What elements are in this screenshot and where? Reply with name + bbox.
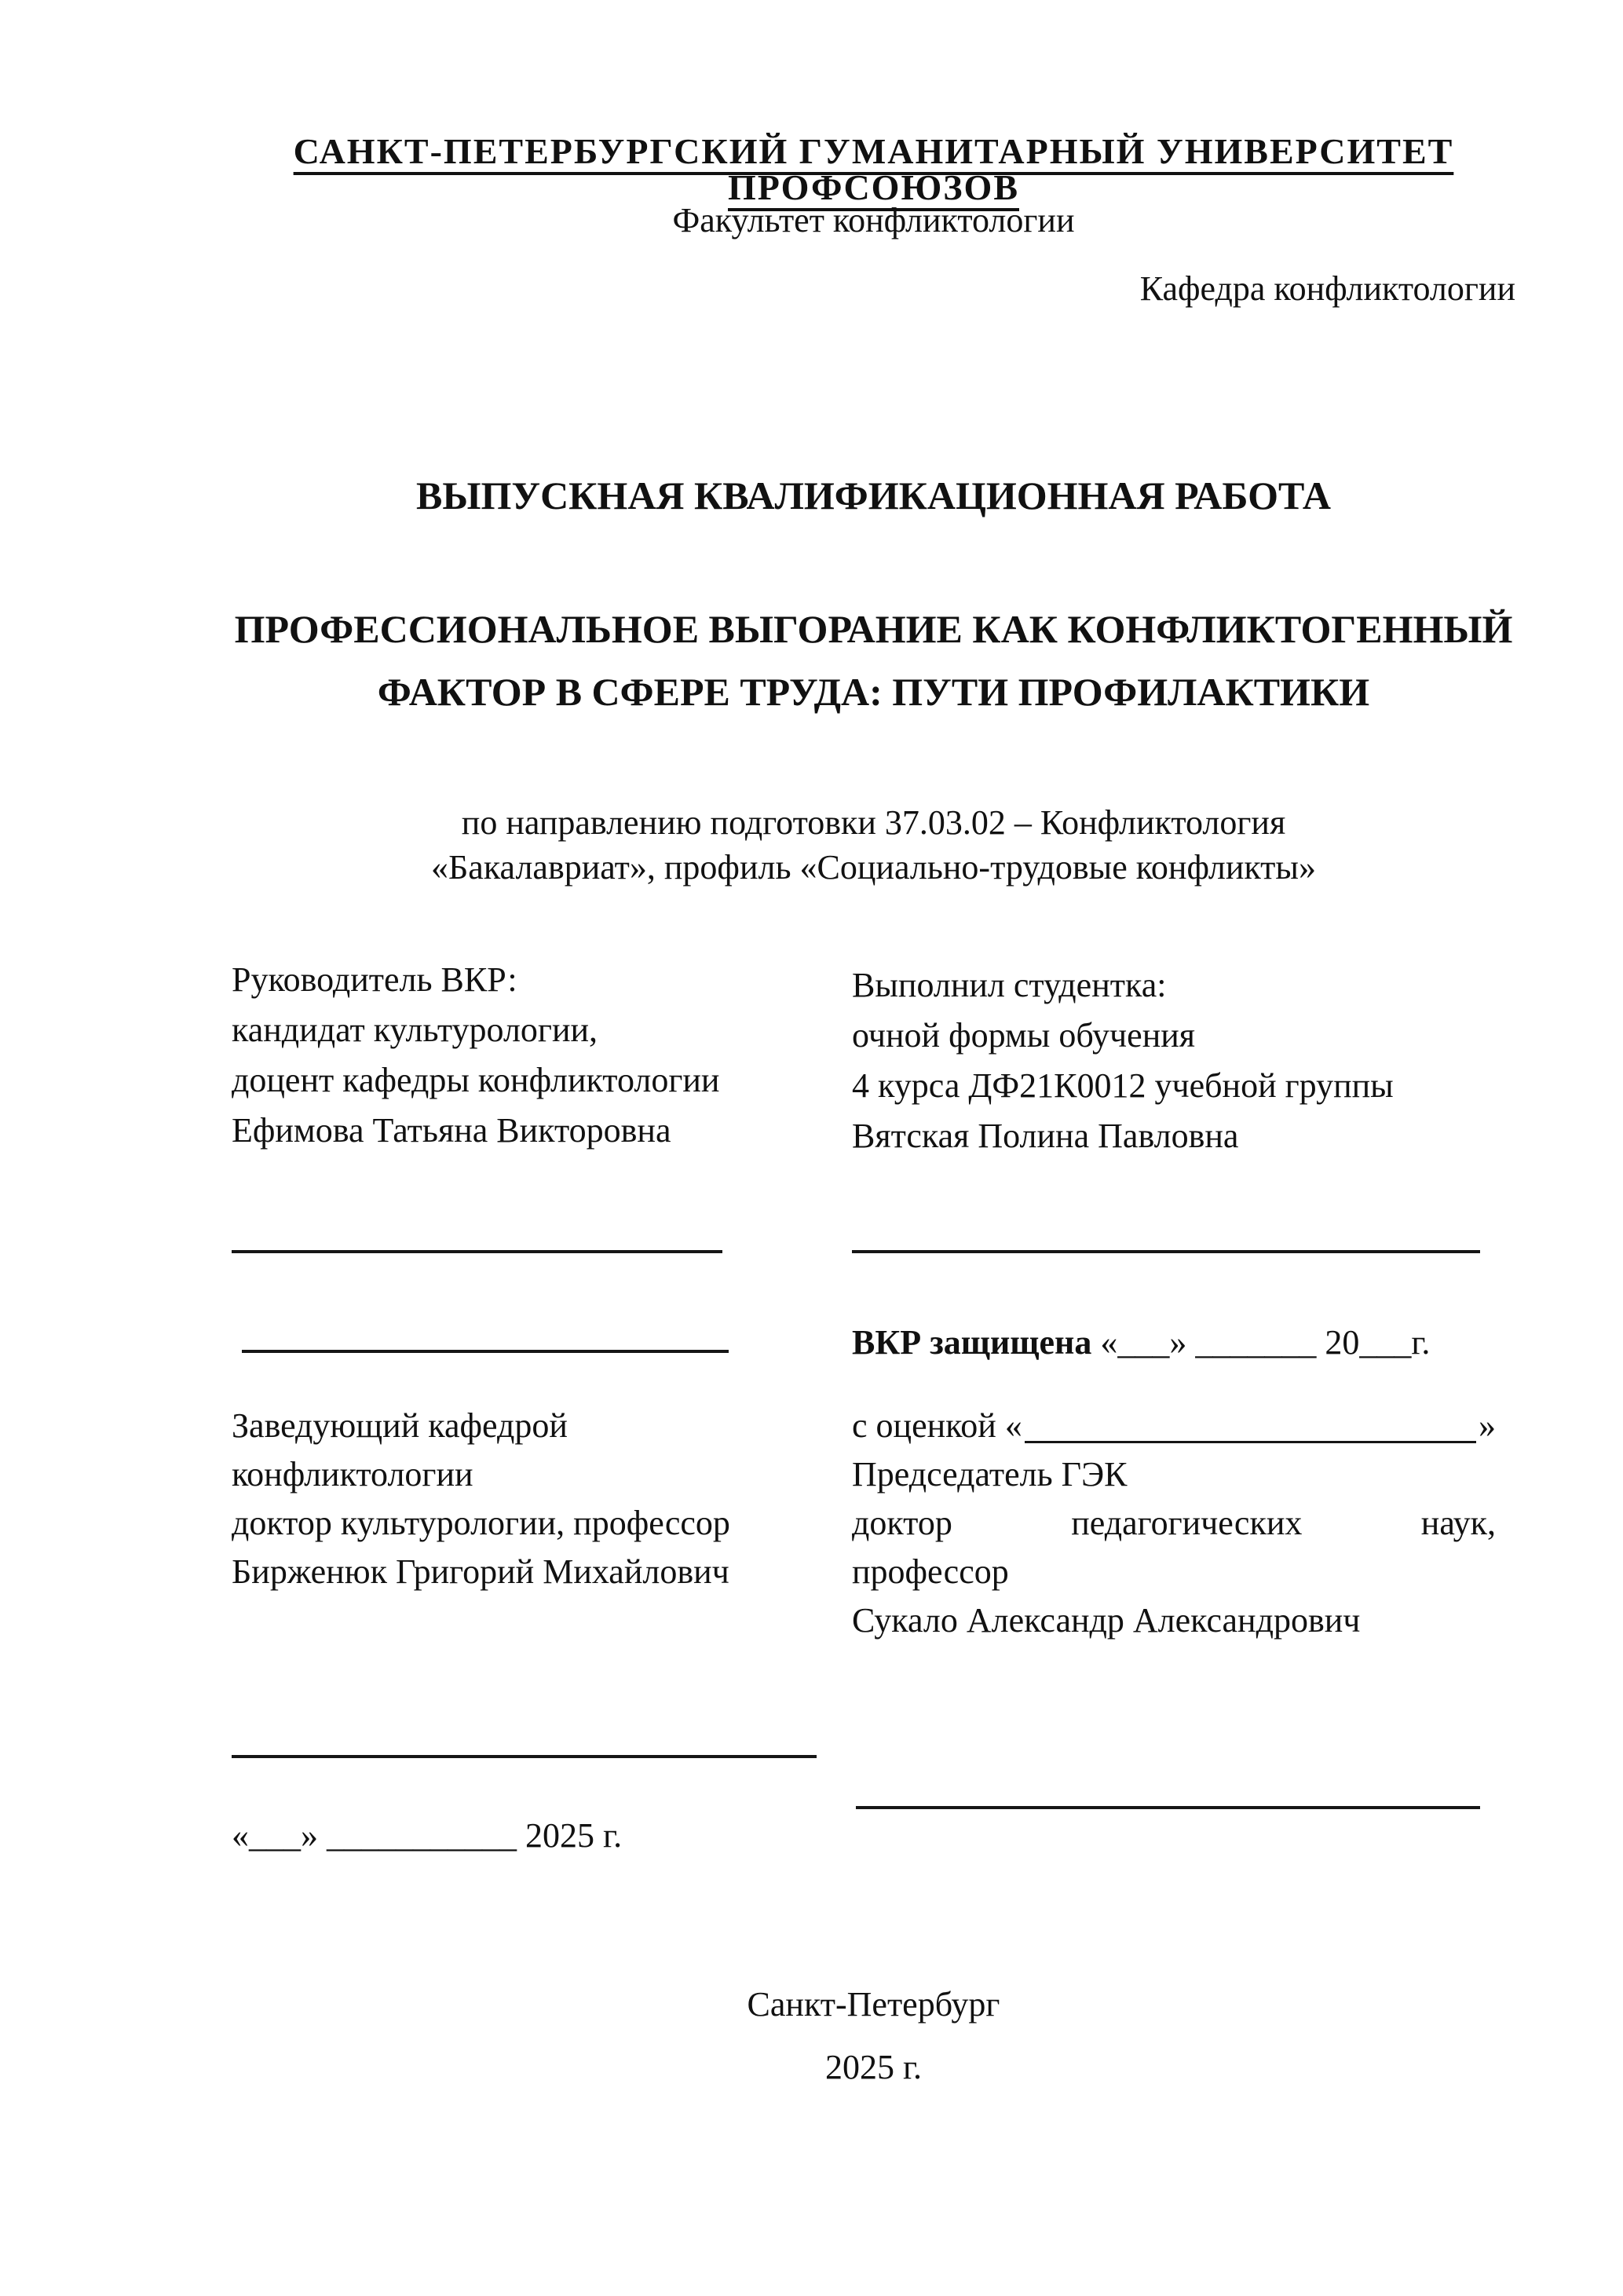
chairman-degree-line2: профессор (852, 1552, 1009, 1591)
defense-defended-label: ВКР защищена (852, 1323, 1092, 1362)
faculty-name: Факультет конфликтологии (672, 201, 1075, 239)
program-direction-line: по направлению подготовки 37.03.02 – Конфликтология (461, 803, 1286, 842)
chairman-signature-line (856, 1806, 1480, 1809)
supervisor-role-label: Руководитель ВКР: (232, 960, 517, 999)
work-type-heading: ВЫПУСКНАЯ КВАЛИФИКАЦИОННАЯ РАБОТА (416, 473, 1331, 517)
department-name: Кафедра конфликтологии (1139, 269, 1515, 308)
defense-date-line (852, 1325, 1512, 1360)
defense-date-blank: «___» _______ 20___г. (1091, 1323, 1431, 1362)
supervisor-degree-line1: кандидат культурологии, (232, 1011, 598, 1049)
supervisor-block (232, 955, 836, 1156)
head-role-line1: Заведующий кафедрой (232, 1406, 568, 1445)
grade-suffix: » (1479, 1406, 1496, 1445)
work-title-line1: ПРОФЕССИОНАЛЬНОЕ ВЫГОРАНИЕ КАК КОНФЛИКТОГЕННЫЙ (234, 607, 1513, 651)
chairman-name: Сукало Александр Александрович (852, 1601, 1361, 1640)
head-role-line2: конфликтологии (232, 1455, 473, 1493)
head-name: Бирженюк Григорий Михайлович (232, 1552, 729, 1591)
head-signature-line (232, 1755, 817, 1758)
university-name: САНКТ-ПЕТЕРБУРГСКИЙ ГУМАНИТАРНЫЙ УНИВЕРСИТЕТ ПРОФСОЮЗОВ (293, 131, 1454, 207)
chairman-degree-line1 (852, 1499, 1496, 1548)
supervisor-degree-line2: доцент кафедры конфликтологии (232, 1061, 720, 1099)
head-date-line: «___» ___________ 2025 г. (232, 1816, 623, 1855)
student-name: Вятская Полина Павловна (852, 1117, 1239, 1155)
student-group: 4 курса ДФ21К0012 учебной группы (852, 1066, 1394, 1105)
footer-city: Санкт-Петербург (747, 1985, 1000, 2024)
work-title-line2: ФАКТОР В СФЕРЕ ТРУДА: ПУТИ ПРОФИЛАКТИКИ (377, 670, 1370, 714)
supervisor-name: Ефимова Татьяна Викторовна (232, 1111, 671, 1150)
chairman-degree-word2: педагогических (1071, 1504, 1303, 1542)
grade-blank-line (1025, 1402, 1476, 1443)
footer-year: 2025 г. (824, 2048, 923, 2086)
supervisor-signature-line-2 (242, 1350, 729, 1353)
grade-prefix: с оценкой « (852, 1406, 1022, 1445)
head-of-department-block (232, 1402, 836, 1596)
program-profile-line: «Бакалавриат», профиль «Социально-трудовые конфликты» (431, 848, 1316, 887)
student-completed-label: Выполнил студентка: (852, 966, 1167, 1004)
chairman-degree-word1: доктор (852, 1504, 952, 1542)
student-study-form: очной формы обучения (852, 1016, 1196, 1055)
chairman-label: Председатель ГЭК (852, 1455, 1128, 1493)
supervisor-signature-line (232, 1250, 722, 1253)
chairman-block (852, 1402, 1496, 1645)
chairman-degree-word3: наук, (1420, 1504, 1496, 1542)
student-signature-line (852, 1250, 1480, 1253)
grade-line (852, 1402, 1496, 1450)
head-degree: доктор культурологии, профессор (232, 1504, 730, 1542)
student-block (852, 960, 1527, 1161)
